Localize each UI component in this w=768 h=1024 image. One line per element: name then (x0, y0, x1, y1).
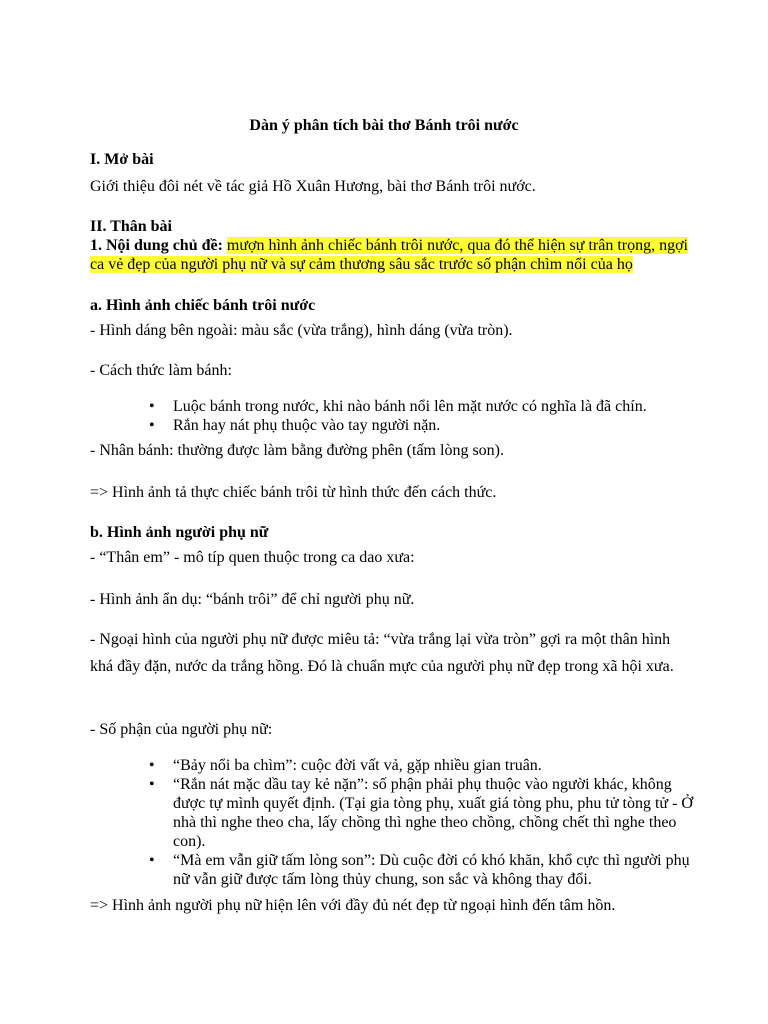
list-item: • Luộc bánh trong nước, khi nào bánh nổi lên mặt nước có nghĩa là đã chín. (173, 397, 693, 416)
b-line-fate: - Số phận của người phụ nữ: (90, 721, 273, 738)
b-line-metaphor: - Hình ảnh ẩn dụ: “bánh trôi” để chỉ người phụ nữ. (90, 591, 415, 608)
a-conclusion: => Hình ảnh tả thực chiếc bánh trôi từ hình thức đến cách thức. (90, 484, 497, 501)
subsection-heading-b: b. Hình ảnh người phụ nữ (90, 524, 269, 541)
b-line-motif: - “Thân em” - mô típ quen thuộc trong ca dao xưa: (90, 549, 415, 566)
topic-highlighted-text: mượn hình ảnh chiếc bánh trôi nước, qua đó thể hiện sự trân trọng, ngợi ca vẻ đẹp của người phụ nữ và sự cảm thương sâu sắc trước số phận chìm nổi của họ (90, 237, 688, 273)
a-line-appearance: - Hình dáng bên ngoài: màu sắc (vừa trắng), hình dáng (vừa tròn). (90, 322, 513, 339)
section-heading-intro: I. Mở bài (90, 151, 154, 168)
section-heading-body: II. Thân bài (90, 218, 172, 235)
document-title: Dàn ý phân tích bài thơ Bánh trôi nước (249, 117, 519, 134)
a-line-filling: - Nhân bánh: thường được làm bằng đường phên (tấm lòng son). (90, 442, 504, 459)
list-item: • Rắn hay nát phụ thuộc vào tay người nặn. (173, 416, 693, 435)
list-item: • “Mà em vẫn giữ tấm lòng son”: Dù cuộc đời có khó khăn, khổ cực thì người phụ nữ vẫn giữ được tấm lòng thủy chung, son sắc và không thay đổi. (173, 851, 693, 889)
b-conclusion: => Hình ảnh người phụ nữ hiện lên với đầy đủ nét đẹp từ ngoại hình đến tâm hồn. (90, 897, 616, 914)
intro-paragraph: Giới thiệu đôi nét về tác giả Hồ Xuân Hương, bài thơ Bánh trôi nước. (90, 178, 536, 195)
b-line-appearance: - Ngoại hình của người phụ nữ được miêu tả: “vừa trắng lại vừa tròn” gợi ra một thân hình khá đầy đặn, nước da trắng hồng. Đó là chuẩn mực của người phụ nữ đẹp trong xã hội xưa. (90, 631, 674, 675)
list-item: • “Bảy nổi ba chìm”: cuộc đời vất vả, gặp nhiều gian truân. (173, 756, 693, 775)
a-line-method: - Cách thức làm bánh: (90, 362, 232, 379)
topic-paragraph (90, 236, 690, 274)
topic-label: 1. Nội dung chủ đề: (90, 237, 223, 254)
b-bullet-list (173, 756, 693, 889)
list-item: • “Rắn nát mặc dầu tay kẻ nặn”: số phận phải phụ thuộc vào người khác, không được tự mình quyết định. (Tại gia tòng phụ, xuất giá tòng phu, phu tử tòng tử - Ở nhà thì nghe theo cha, lấy chồng thì nghe theo chồng, chồng chết thì nghe theo con). (173, 775, 693, 851)
subsection-heading-a: a. Hình ảnh chiếc bánh trôi nước (90, 297, 316, 314)
a-bullet-list (173, 397, 693, 435)
